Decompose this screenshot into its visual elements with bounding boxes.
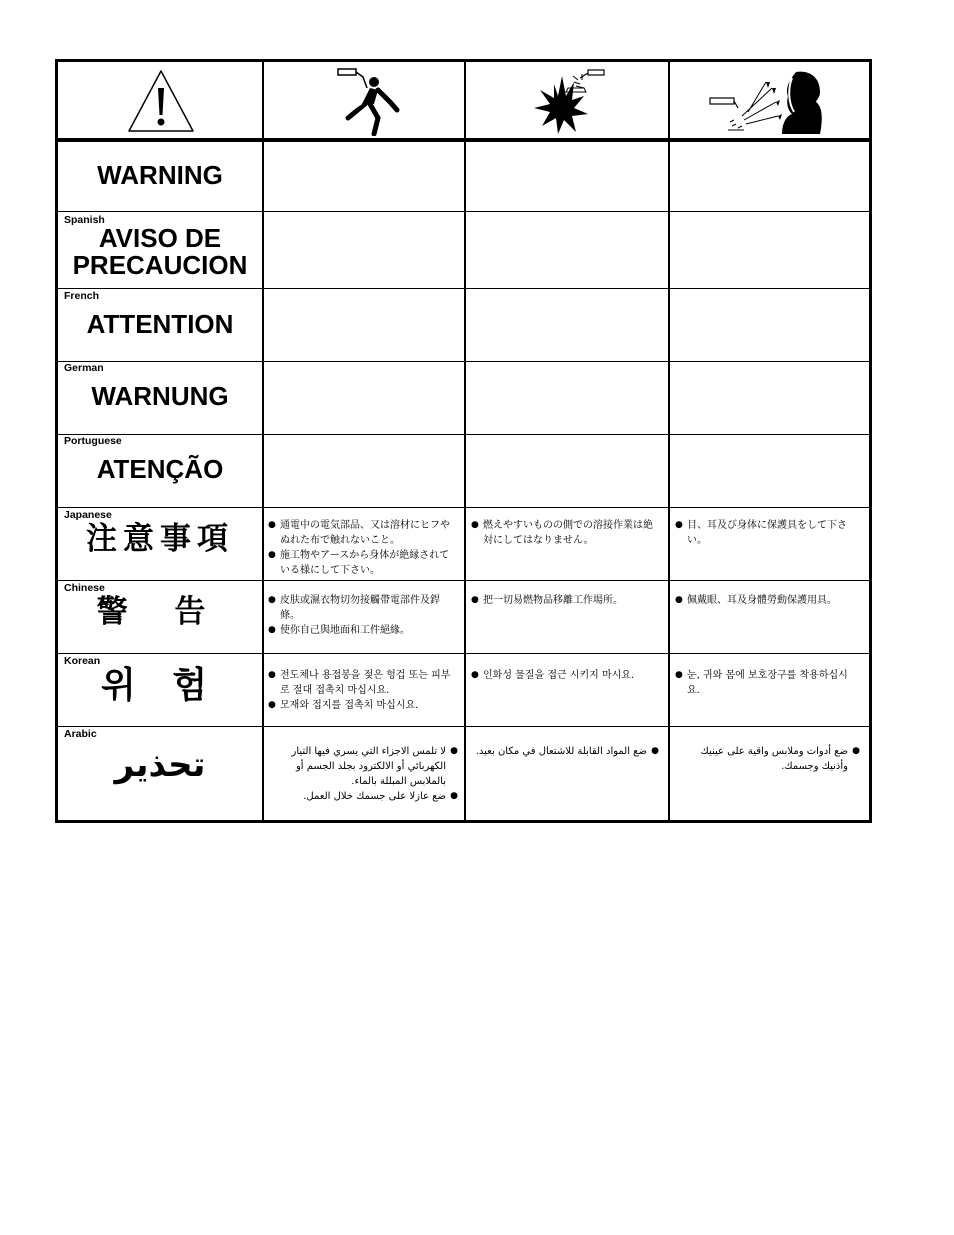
warning-word-spanish: AVISO DE PRECAUCION	[72, 223, 248, 280]
row-divider	[58, 653, 869, 654]
language-label-japanese: Japanese	[64, 509, 112, 521]
list-item: ● ضع المواد القابلة للاشتعال في مكان بعيد.	[471, 744, 659, 759]
warning-word-arabic: تحذير	[114, 745, 206, 785]
language-label-arabic: Arabic	[64, 728, 97, 740]
warning-triangle-icon	[126, 68, 196, 134]
row-divider	[58, 580, 869, 581]
warning-word-japanese: 注意事項	[86, 521, 234, 557]
list-item: ● 佩戴眼、耳及身體勞動保護用具。	[675, 593, 860, 608]
chinese-fire-bullets	[471, 593, 659, 608]
electric-shock-icon	[334, 66, 404, 136]
row-divider	[58, 288, 869, 289]
list-item: ● ضع عازلا على جسمك خلال العمل.	[274, 789, 458, 804]
row-divider	[58, 361, 869, 362]
list-item: ● 通電中の電気部品、又は溶材にヒフやぬれた布で触れないこと。	[268, 518, 456, 548]
language-label-french: French	[64, 290, 100, 302]
warning-word-french: ATTENTION	[86, 309, 234, 339]
korean-fire-bullets	[471, 668, 659, 683]
japanese-rays-bullets	[675, 518, 860, 548]
list-item: ● 施工物やアースから身体が絶縁されている様にして下さい。	[268, 548, 456, 578]
column-divider	[668, 62, 670, 820]
fire-explosion-icon	[528, 66, 608, 136]
header-divider	[58, 138, 869, 142]
list-item: ● ضع أدوات وملابس واقية على عينيك وأذنيك وجسمك.	[675, 744, 860, 774]
korean-rays-bullets	[675, 668, 860, 698]
row-divider	[58, 507, 869, 508]
chinese-shock-bullets	[268, 593, 456, 638]
list-item: ● 인화성 물질을 접근 시키지 마시요.	[471, 668, 659, 683]
japanese-shock-bullets	[268, 518, 456, 578]
language-label-portuguese: Portuguese	[64, 435, 122, 447]
list-item: ● 目、耳及び身体に保護具をして下さい。	[675, 518, 860, 548]
list-item: ● 皮肤或濕衣物切勿接觸帶電部件及銲條。	[268, 593, 456, 623]
multilingual-warning-table	[55, 59, 872, 823]
row-divider	[58, 211, 869, 212]
list-item: ● 눈, 귀와 몸에 보호장구를 착용하십시요.	[675, 668, 860, 698]
column-divider	[464, 62, 466, 820]
arabic-shock-bullets	[274, 744, 458, 804]
language-label-german: German	[64, 362, 104, 374]
korean-shock-bullets	[268, 668, 456, 713]
arc-rays-face-shield-icon	[708, 68, 828, 134]
language-label-chinese: Chinese	[64, 582, 105, 594]
warning-word-portuguese: ATENÇÃO	[96, 454, 224, 484]
row-divider	[58, 726, 869, 727]
warning-word-german: WARNUNG	[91, 381, 229, 411]
warning-word-korean: 위 험	[100, 665, 220, 706]
arabic-rays-bullets	[675, 744, 860, 774]
list-item: ● 燃えやすいものの側での溶接作業は絶対にしてはなりません。	[471, 518, 659, 548]
language-label-korean: Korean	[64, 655, 101, 667]
column-divider	[262, 62, 264, 820]
language-label-spanish: Spanish	[64, 214, 105, 226]
list-item: ● 전도체나 용접봉을 젖은 헝겁 또는 피부로 절대 접촉치 마십시요.	[268, 668, 456, 698]
arabic-fire-bullets	[471, 744, 659, 759]
japanese-fire-bullets	[471, 518, 659, 548]
list-item: ● لا تلمس الاجزاء التي يسري فيها التيار الكهربائي أو الالكترود بجلد الجسم أو بالملابس المبللة بالماء.	[274, 744, 458, 789]
list-item: ● 모재와 접지를 접촉치 마십시요.	[268, 698, 456, 713]
list-item: ● 使你自己與地面和工件絕緣。	[268, 623, 456, 638]
warning-word-english: WARNING	[97, 160, 223, 190]
row-divider	[58, 434, 869, 435]
chinese-rays-bullets	[675, 593, 860, 608]
list-item: ● 把一切易燃物品移離工作場所。	[471, 593, 659, 608]
warning-word-chinese: 警 告	[96, 594, 224, 630]
